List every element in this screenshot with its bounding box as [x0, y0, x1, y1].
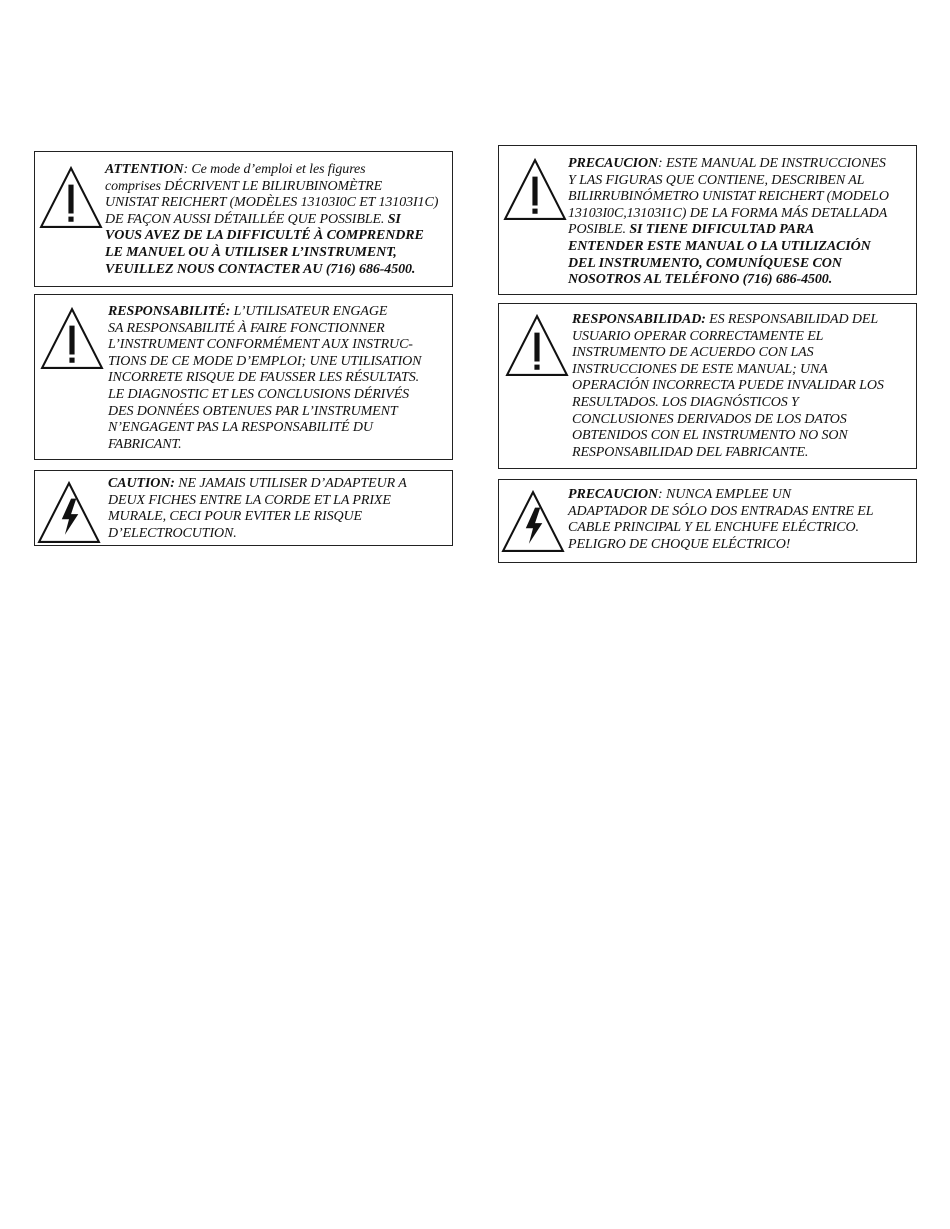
notice-line — [108, 404, 421, 421]
responsabilite-text — [108, 304, 421, 453]
notice-line — [105, 228, 438, 245]
notice-line — [108, 476, 407, 493]
line-text: : NUNCA EMPLEE UN — [658, 487, 792, 502]
line-text: D’ELECTROCUTION. — [108, 525, 237, 541]
line-bold-text: PRECAUCION — [568, 487, 659, 502]
line-bold-text: LE MANUEL OU À UTILISER L’INSTRUMENT, — [105, 244, 397, 260]
caution-text — [108, 476, 407, 542]
line-text: comprises DÉCRIVENT LE BILIRUBINOMÈTRE — [105, 178, 383, 194]
line-bold-text: SI — [387, 211, 401, 227]
line-text: OPERACIÓN INCORRECTA PUEDE INVALIDAR LOS — [572, 378, 884, 394]
line-text: 13103I0C,13103I1C) DE LA FORMA MÁS DETALLADA — [568, 205, 888, 221]
notice-line — [568, 239, 889, 256]
line-text: TIONS DE CE MODE D’EMPLOI; UNE UTILISATION — [108, 353, 422, 369]
notice-line — [108, 370, 421, 387]
line-text: SA RESPONSABILITÉ À FAIRE FONCTIONNER — [108, 320, 385, 336]
notice-line — [105, 179, 438, 196]
line-bold-text: ATTENTION — [105, 162, 184, 177]
line-text: CABLE PRINCIPAL Y EL ENCHUFE ELÉCTRICO. — [568, 520, 859, 536]
notice-line — [568, 520, 873, 537]
notice-line — [572, 345, 884, 362]
exclamation-triangle-icon — [503, 156, 567, 222]
line-bold-text: VEUILLEZ NOUS CONTACTER AU (716) 686-4500. — [105, 261, 416, 277]
line-text: L’UTILISATEUR ENGAGE — [230, 304, 388, 319]
notice-line — [568, 222, 889, 239]
responsabilidad-text — [572, 312, 884, 461]
lightning-triangle-icon — [501, 488, 565, 554]
line-text: CONCLUSIONES DERIVADOS DE LOS DATOS — [572, 411, 847, 427]
line-text: INCORRETE RISQUE DE FAUSSER LES RÉSULTATS. — [108, 370, 420, 386]
line-bold-text: CAUTION: — [108, 476, 175, 491]
responsabilite-notice-fr — [34, 294, 453, 460]
line-text: DEUX FICHES ENTRE LA CORDE ET LA PRIXE — [108, 492, 391, 508]
notice-line — [572, 445, 884, 462]
notice-line — [108, 437, 421, 454]
precaucion-text — [568, 156, 889, 289]
notice-line — [572, 362, 884, 379]
notice-line — [572, 312, 884, 329]
notice-line — [568, 272, 889, 289]
exclamation-triangle-icon — [39, 164, 103, 230]
notice-line — [105, 212, 438, 229]
notice-line — [105, 162, 438, 179]
line-bold-text: DEL INSTRUMENTO, COMUNÍQUESE CON — [568, 255, 842, 271]
exclamation-triangle-icon — [505, 312, 569, 378]
notice-line — [108, 526, 407, 543]
notice-line — [568, 173, 889, 190]
responsabilidad-notice-es — [498, 303, 917, 469]
line-text: MURALE, CECI POUR EVITER LE RISQUE — [108, 509, 363, 525]
line-text: LE DIAGNOSTIC ET LES CONCLUSIONS DÉRIVÉS — [108, 386, 410, 402]
notice-line — [568, 206, 889, 223]
notice-line — [568, 537, 873, 554]
notice-line — [108, 354, 421, 371]
notice-line — [105, 262, 438, 279]
notice-line — [572, 378, 884, 395]
line-text: DE FAÇON AUSSI DÉTAILLÉE QUE POSSIBLE. — [105, 211, 388, 227]
notice-line — [108, 337, 421, 354]
notice-line — [108, 509, 407, 526]
line-text: ES RESPONSABILIDAD DEL — [705, 312, 879, 327]
notice-line — [108, 387, 421, 404]
line-text: : Ce mode d’emploi et les figures — [183, 162, 366, 177]
line-text: : ESTE MANUAL DE INSTRUCCIONES — [658, 156, 886, 171]
notice-line — [572, 395, 884, 412]
line-text: Y LAS FIGURAS QUE CONTIENE, DESCRIBEN AL — [568, 172, 865, 188]
line-text: L’INSTRUMENT CONFORMÉMENT AUX INSTRUC- — [108, 337, 413, 353]
line-text: USUARIO OPERAR CORRECTAMENTE EL — [572, 328, 824, 344]
line-text: OBTENIDOS CON EL INSTRUMENTO NO SON — [572, 428, 848, 444]
line-bold-text: ENTENDER ESTE MANUAL O LA UTILIZACIÓN — [568, 238, 871, 254]
attention-notice-fr — [34, 151, 453, 287]
notice-line — [105, 245, 438, 262]
line-text: PELIGRO DE CHOQUE ELÉCTRICO! — [568, 536, 791, 552]
notice-line — [568, 189, 889, 206]
exclamation-triangle-icon — [40, 305, 104, 371]
line-bold-text: SI TIENE DIFICULTAD PARA — [629, 222, 815, 238]
notice-line — [568, 156, 889, 173]
precaucion-choque-notice-es — [498, 479, 917, 563]
line-bold-text: NOSOTROS AL TELÉFONO (716) 686-4500. — [568, 272, 833, 288]
notice-line — [108, 321, 421, 338]
notice-line — [108, 420, 421, 437]
line-text: ADAPTADOR DE SÓLO DOS ENTRADAS ENTRE EL — [568, 503, 874, 519]
line-bold-text: RESPONSABILIDAD: — [572, 312, 706, 327]
notice-line — [568, 256, 889, 273]
line-text: NE JAMAIS UTILISER D’ADAPTEUR A — [174, 476, 407, 491]
caution-notice-fr — [34, 470, 453, 546]
attention-text — [105, 162, 438, 278]
line-text: BILIRRUBINÓMETRO UNISTAT REICHERT (MODELO — [568, 189, 889, 205]
line-text: UNISTAT REICHERT (MODÈLES 13103I0C ET 13103I1C) — [105, 195, 439, 211]
notice-line — [108, 493, 407, 510]
line-text: DES DONNÉES OBTENUES PAR L’INSTRUMENT — [108, 403, 398, 419]
line-bold-text: RESPONSABILITÉ: — [108, 304, 231, 319]
precaucion-choque-text — [568, 487, 873, 553]
line-text: POSIBLE. — [568, 222, 630, 238]
line-text: N’ENGAGENT PAS LA RESPONSABILITÉ DU — [108, 420, 373, 436]
notice-line — [568, 504, 873, 521]
notice-line — [572, 412, 884, 429]
notice-line — [108, 304, 421, 321]
notice-line — [572, 329, 884, 346]
line-text: FABRICANT. — [108, 436, 182, 452]
line-bold-text: PRECAUCION — [568, 156, 659, 171]
line-text: RESULTADOS. LOS DIAGNÓSTICOS Y — [572, 394, 799, 410]
precaucion-notice-es — [498, 145, 917, 295]
line-bold-text: VOUS AVEZ DE LA DIFFICULTÉ À COMPRENDRE — [105, 228, 424, 244]
line-text: INSTRUCCIONES DE ESTE MANUAL; UNA — [572, 361, 828, 377]
notice-line — [572, 428, 884, 445]
notice-line — [105, 195, 438, 212]
lightning-triangle-icon — [37, 479, 101, 545]
line-text: INSTRUMENTO DE ACUERDO CON LAS — [572, 345, 814, 361]
notice-line — [568, 487, 873, 504]
line-text: RESPONSABILIDAD DEL FABRICANTE. — [572, 444, 809, 460]
